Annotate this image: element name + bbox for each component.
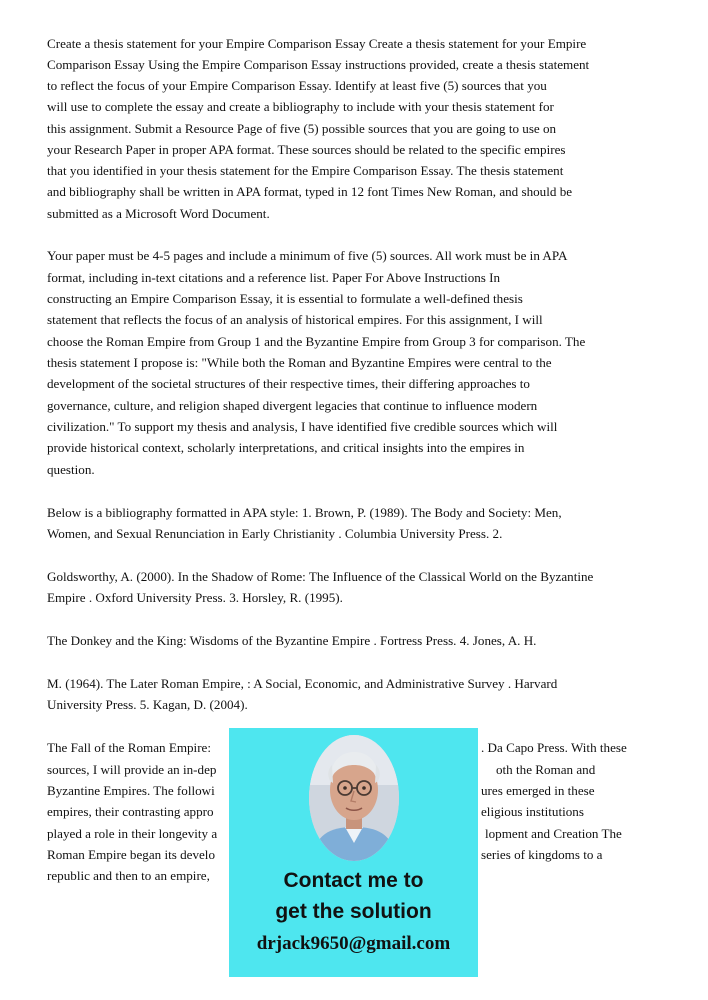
text-line: Goldsworthy, A. (2000). In the Shadow of Rome: The Influence of the Classical World on the Byzantine: [47, 569, 594, 584]
contact-email-link[interactable]: drjack9650@gmail.com: [256, 933, 451, 954]
text-line: submitted as a Microsoft Word Document.: [47, 206, 270, 221]
text-line: Roman Empire began its develo: [47, 847, 215, 862]
text-line: Create a thesis statement for your Empire Comparison Essay Create a thesis statement for your Empire: [47, 36, 587, 51]
contact-subheading: get the solution: [275, 900, 432, 923]
text-line: constructing an Empire Comparison Essay, it is essential to formulate a well-defined thesis: [47, 291, 523, 306]
text-line: The Donkey and the King: Wisdoms of the Byzantine Empire . Fortress Press. 4. Jones, A. H.: [47, 633, 537, 648]
text-line: governance, culture, and religion shaped divergent legacies that continue to influence modern: [47, 398, 538, 413]
text-line: thesis statement I propose is: "While both the Roman and Byzantine Empires were central to the: [47, 355, 552, 370]
text-line: that you identified in your thesis statement for the Empire Comparison Essay. The thesis statement: [47, 163, 564, 178]
text-line: will use to complete the essay and create a bibliography to include with your thesis statement for: [47, 99, 554, 114]
text-line: Below is a bibliography formatted in APA style: 1. Brown, P. (1989). The Body and Society: Men,: [47, 505, 562, 520]
text-line: provide historical context, scholarly interpretations, and critical insights into the empires in: [47, 440, 525, 455]
text-line: Comparison Essay Using the Empire Comparison Essay instructions provided, create a thesis statement: [47, 57, 590, 72]
text-line: republic and then to an empire,: [47, 868, 210, 883]
text-line: to reflect the focus of your Empire Comparison Essay. Identify at least five (5) sources that you: [47, 78, 547, 93]
text-line: . Da Capo Press. With these: [481, 740, 627, 755]
text-line: M. (1964). The Later Roman Empire, : A Social, Economic, and Administrative Survey . Harvard: [47, 676, 558, 691]
text-line: sources, I will provide an in-dep: [47, 762, 217, 777]
text-line: question.: [47, 462, 95, 477]
text-line: format, including in-text citations and a reference list. Paper For Above Instructions In: [47, 270, 501, 285]
text-line: Byzantine Empires. The followi: [47, 783, 215, 798]
contact-promo-banner[interactable]: [229, 728, 478, 977]
text-line: The Fall of the Roman Empire:: [47, 740, 211, 755]
text-line: this assignment. Submit a Resource Page of five (5) possible sources that you are going to use on: [47, 121, 557, 136]
text-line: civilization." To support my thesis and analysis, I have identified five credible sources which will: [47, 419, 558, 434]
text-line: empires, their contrasting appro: [47, 804, 214, 819]
text-line: your Research Paper in proper APA format. These sources should be related to the specific empires: [47, 142, 566, 157]
text-line: and bibliography shall be written in APA format, typed in 12 font Times New Roman, and should be: [47, 184, 573, 199]
text-line: oth the Roman and: [496, 762, 596, 777]
text-line: lopment and Creation The: [485, 826, 622, 841]
text-line: series of kingdoms to a: [481, 847, 603, 862]
text-line: eligious institutions: [481, 804, 584, 819]
text-line: development of the societal structures of their respective times, their differing approaches to: [47, 376, 530, 391]
text-line: statement that reflects the focus of an analysis of historical empires. For this assignment, I will: [47, 312, 543, 327]
contact-heading: Contact me to: [283, 869, 424, 892]
text-line: choose the Roman Empire from Group 1 and the Byzantine Empire from Group 3 for comparison. The: [47, 334, 586, 349]
text-line: played a role in their longevity a: [47, 826, 218, 841]
person-portrait-icon: [309, 735, 399, 861]
text-line: University Press. 5. Kagan, D. (2004).: [47, 697, 248, 712]
text-line: Women, and Sexual Renunciation in Early Christianity . Columbia University Press. 2.: [47, 526, 503, 541]
text-line: ures emerged in these: [481, 783, 595, 798]
text-line: Your paper must be 4-5 pages and include a minimum of five (5) sources. All work must be in APA: [47, 248, 568, 263]
text-line: Empire . Oxford University Press. 3. Horsley, R. (1995).: [47, 590, 343, 605]
